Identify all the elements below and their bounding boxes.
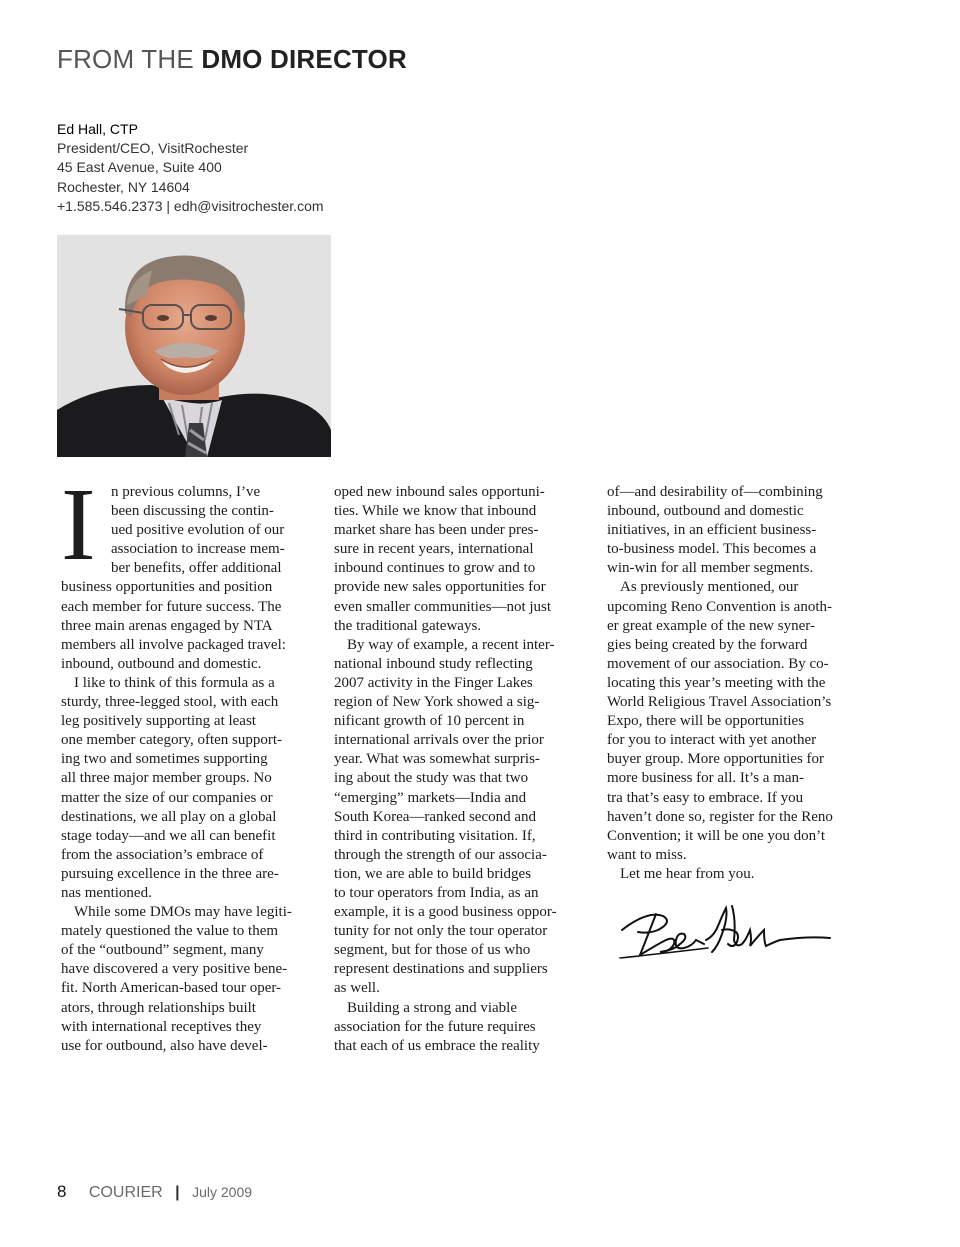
text-line: of the “outbound” segment, many [61, 942, 264, 959]
page-footer [57, 1182, 252, 1202]
text-line: segment, but for those of us who [334, 942, 531, 959]
text-line: sure in recent years, international [334, 541, 534, 558]
text-line: from the association’s embrace of [61, 846, 264, 863]
text-line: inbound, outbound and domestic [607, 503, 804, 520]
section-header [57, 44, 407, 75]
text-line: association to increase mem- [111, 541, 285, 558]
text-line: of—and desirability of—combining [607, 484, 823, 500]
text-line: tion, we are able to build bridges [334, 865, 532, 882]
author-contact-block [57, 120, 324, 216]
text-line: represent destinations and suppliers [334, 961, 548, 978]
text-line: initiatives, in an efficient business- [607, 522, 817, 539]
text-line: members all involve packaged travel: [61, 636, 286, 653]
text-line: all three major member groups. No [61, 770, 272, 787]
text-line: ators, through relationships built [61, 999, 256, 1016]
text-line: more business for all. It’s a man- [607, 770, 805, 787]
text-line: provide new sales opportunities for [334, 579, 546, 596]
text-line: Convention; it will be one you don’t [607, 827, 826, 844]
magazine-name: COURIER [88, 1184, 163, 1201]
author-photo [57, 235, 331, 457]
text-line: to tour operators from India, as an [334, 884, 539, 901]
footer-separator: | [175, 1184, 180, 1201]
text-line: example, it is a good business oppor- [334, 904, 557, 921]
author-phone-email: +1.585.546.2373 | edh@visitrochester.com [57, 197, 324, 214]
author-address-line1: 45 East Avenue, Suite 400 [57, 159, 222, 176]
text-line: gies being created by the forward [607, 636, 808, 653]
text-line: Building a strong and viable [347, 999, 517, 1016]
text-line: inbound, outbound and domestic. [61, 655, 262, 672]
text-line: While some DMOs may have legiti- [74, 904, 292, 921]
text-line: movement of our association. By co- [607, 655, 829, 672]
text-line: through the strength of our associa- [334, 846, 547, 863]
text-line: 2007 activity in the Finger Lakes [334, 674, 533, 691]
text-line: “emerging” markets—India and [334, 789, 527, 806]
drop-cap: I [61, 467, 96, 582]
header-title: DMO DIRECTOR [201, 44, 407, 74]
text-line: mately questioned the value to them [61, 923, 279, 940]
author-address-line2: Rochester, NY 14604 [57, 178, 190, 195]
text-line: region of New York showed a sig- [334, 694, 540, 711]
text-line: World Religious Travel Association’s [607, 694, 832, 711]
text-line: third in contributing visitation. If, [334, 827, 536, 844]
text-line: for you to interact with yet another [607, 732, 817, 749]
issue-date: July 2009 [192, 1184, 253, 1200]
article-column-3 [607, 483, 861, 884]
text-line: ing two and sometimes supporting [61, 751, 268, 768]
page-number: 8 [57, 1182, 67, 1201]
text-line: want to miss. [607, 846, 687, 863]
text-line: Expo, there will be opportunities [607, 713, 805, 730]
text-line: three main arenas engaged by NTA [61, 617, 273, 634]
text-line: use for outbound, also have devel- [61, 1037, 268, 1054]
text-line: market share has been under pres- [334, 522, 539, 539]
text-line: association for the future requires [334, 1018, 536, 1035]
text-line: stage today—and we all can benefit [61, 827, 276, 844]
text-line: As previously mentioned, our [620, 579, 799, 596]
author-signature [618, 900, 833, 970]
text-line: have discovered a very positive bene- [61, 961, 288, 978]
article-column-1 [61, 467, 315, 1056]
text-line: business opportunities and position [61, 579, 273, 596]
text-line: Let me hear from you. [620, 865, 755, 882]
text-line: ber benefits, offer additional [111, 560, 282, 577]
text-line: oped new inbound sales opportuni- [334, 484, 545, 500]
text-line: inbound continues to grow and to [334, 560, 536, 577]
article-column-2 [334, 483, 588, 1056]
first-paragraph [61, 467, 315, 674]
text-line: nas mentioned. [61, 884, 152, 901]
header-prefix: FROM THE [57, 44, 194, 74]
text-line: to-business model. This becomes a [607, 541, 817, 558]
text-line: international arrivals over the prior [334, 732, 544, 749]
text-line: matter the size of our companies or [61, 789, 273, 806]
text-line: tunity for not only the tour operator [334, 923, 548, 940]
text-line: upcoming Reno Convention is anoth- [607, 598, 832, 615]
author-title: President/CEO, VisitRochester [57, 140, 249, 157]
text-line: By way of example, a recent inter- [347, 636, 555, 653]
text-line: as well. [334, 980, 380, 997]
text-line: ties. While we know that inbound [334, 503, 537, 520]
text-line: locating this year’s meeting with the [607, 674, 826, 691]
text-line: ued positive evolution of our [111, 522, 285, 539]
text-line: destinations, we all play on a global [61, 808, 277, 825]
text-line: ing about the study was that two [334, 770, 529, 787]
text-line: one member category, often support- [61, 732, 283, 749]
text-line: haven’t done so, register for the Reno [607, 808, 833, 825]
text-line: been discussing the contin- [111, 503, 274, 520]
author-name: Ed Hall, CTP [57, 121, 138, 137]
text-line: buyer group. More opportunities for [607, 751, 825, 768]
text-line: win-win for all member segments. [607, 560, 814, 577]
text-line: sturdy, three-legged stool, with each [61, 694, 279, 711]
text-line: pursuing excellence in the three are- [61, 865, 279, 882]
text-line: national inbound study reflecting [334, 655, 533, 672]
text-line: leg positively supporting at least [61, 713, 256, 730]
text-line: each member for future success. The [61, 598, 282, 615]
text-line: I like to think of this formula as a [74, 674, 275, 691]
text-line: the traditional gateways. [334, 617, 482, 634]
text-line: n previous columns, I’ve [111, 484, 261, 500]
text-line: with international receptives they [61, 1018, 262, 1035]
text-line: that each of us embrace the reality [334, 1037, 540, 1054]
text-line: er great example of the new syner- [607, 617, 815, 634]
text-line: fit. North American-based tour oper- [61, 980, 282, 997]
text-line: year. What was somewhat surpris- [334, 751, 540, 768]
text-line: tra that’s easy to embrace. If you [607, 789, 804, 806]
text-line: South Korea—ranked second and [334, 808, 537, 825]
text-line: even smaller communities—not just [334, 598, 552, 615]
text-line: nificant growth of 10 percent in [334, 713, 525, 730]
